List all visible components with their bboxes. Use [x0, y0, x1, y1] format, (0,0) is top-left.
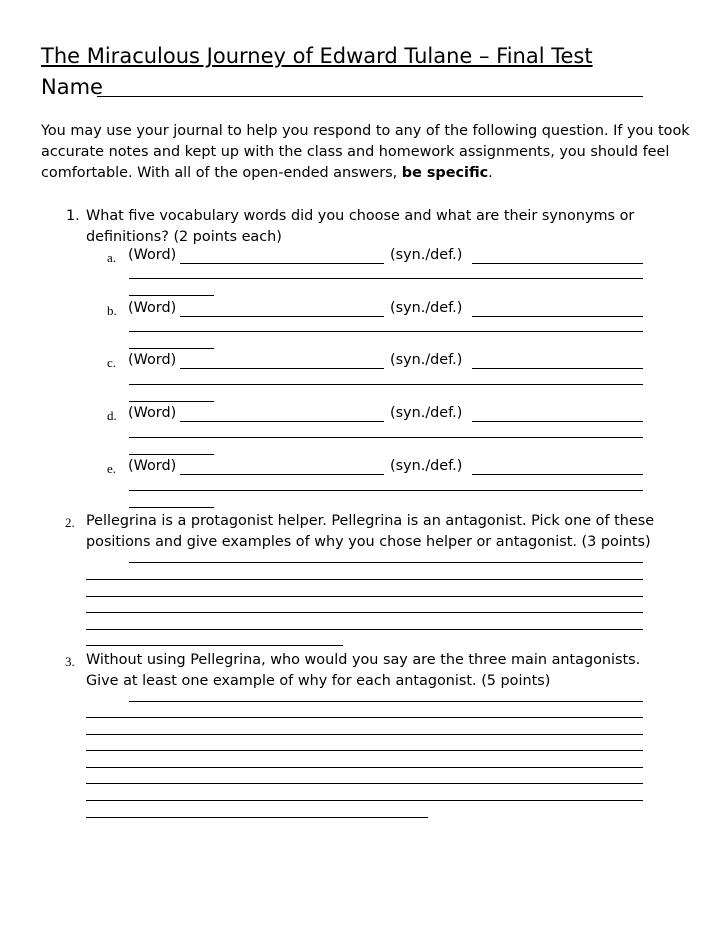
page-title: The Miraculous Journey of Edward Tulane – Final Test — [41, 44, 593, 68]
q3-answer-line-1[interactable] — [129, 701, 643, 702]
item-e-letter: e. — [107, 461, 117, 476]
q3-answer-line-7[interactable] — [86, 800, 643, 801]
q2-answer-line-1[interactable] — [129, 562, 643, 563]
q3-answer-line-3[interactable] — [86, 734, 643, 735]
item-c-def-line-3[interactable] — [129, 401, 214, 402]
q2-answer-line-2[interactable] — [86, 579, 643, 580]
item-c-word-line[interactable] — [180, 368, 384, 369]
item-d-def-line-3[interactable] — [129, 454, 214, 455]
item-c-word-label: (Word) — [128, 352, 177, 368]
item-b-word-label: (Word) — [128, 300, 177, 316]
q2-answer-line-6[interactable] — [86, 645, 343, 646]
instructions-emphasis: be specific — [401, 165, 489, 181]
item-d-def-label: (syn./def.) — [390, 405, 463, 421]
q3-answer-line-6[interactable] — [86, 783, 643, 784]
item-c-letter: c. — [107, 355, 117, 370]
q2-answer-line-4[interactable] — [86, 612, 643, 613]
item-c-def-line-1[interactable] — [472, 368, 643, 369]
q2-answer-line-5[interactable] — [86, 629, 643, 630]
item-b-def-line-1[interactable] — [472, 316, 643, 317]
item-a-letter: a. — [107, 250, 117, 265]
instructions-end: . — [488, 165, 493, 181]
item-b-def-line-3[interactable] — [129, 348, 214, 349]
name-line[interactable] — [97, 96, 643, 97]
item-e-def-line-2[interactable] — [129, 490, 643, 491]
q3-answer-line-2[interactable] — [86, 717, 643, 718]
instructions-paragraph — [41, 121, 691, 184]
q3-answer-line-4[interactable] — [86, 750, 643, 751]
item-e-def-label: (syn./def.) — [390, 458, 463, 474]
item-d-word-line[interactable] — [180, 421, 384, 422]
question-2-text: Pellegrina is a protagonist helper. Pellegrina is an antagonist. Pick one of these positions and give examples of why you chose helper or antagonist. (3 points) — [86, 513, 655, 550]
item-b-def-label: (syn./def.) — [390, 300, 463, 316]
q3-answer-line-5[interactable] — [86, 767, 643, 768]
item-a-word-label: (Word) — [128, 247, 177, 263]
item-a-def-line-3[interactable] — [129, 295, 214, 296]
item-d-def-line-1[interactable] — [472, 421, 643, 422]
question-1-number: 1. — [66, 208, 80, 224]
item-e-def-line-3[interactable] — [129, 507, 214, 508]
item-c-def-label: (syn./def.) — [390, 352, 463, 368]
item-d-word-label: (Word) — [128, 405, 177, 421]
item-e-word-line[interactable] — [180, 474, 384, 475]
item-a-word-line[interactable] — [180, 263, 384, 264]
item-d-letter: d. — [107, 408, 117, 423]
item-c-def-line-2[interactable] — [129, 384, 643, 385]
item-e-def-line-1[interactable] — [472, 474, 643, 475]
question-1-text: What five vocabulary words did you choose and what are their synonyms or definitions? (2 points each) — [86, 208, 635, 245]
question-3-number: 3. — [65, 654, 75, 669]
item-a-def-line-2[interactable] — [129, 278, 643, 279]
item-b-word-line[interactable] — [180, 316, 384, 317]
item-a-def-line-1[interactable] — [472, 263, 643, 264]
q3-answer-line-8[interactable] — [86, 817, 428, 818]
item-d-def-line-2[interactable] — [129, 437, 643, 438]
question-2-number: 2. — [65, 515, 75, 530]
name-label: Name — [41, 75, 103, 99]
item-e-word-label: (Word) — [128, 458, 177, 474]
question-3-text: Without using Pellegrina, who would you say are the three main antagonists. Give at least one example of why for each antagonist. (5 points) — [86, 652, 641, 689]
item-b-letter: b. — [107, 303, 117, 318]
item-a-def-label: (syn./def.) — [390, 247, 463, 263]
item-b-def-line-2[interactable] — [129, 331, 643, 332]
instructions-text: You may use your journal to help you respond to any of the following question. If you took accurate notes and kept up with the class and homework assignments, you should feel comfortable. With all of the open-ended answers, — [41, 123, 690, 181]
q2-answer-line-3[interactable] — [86, 596, 643, 597]
